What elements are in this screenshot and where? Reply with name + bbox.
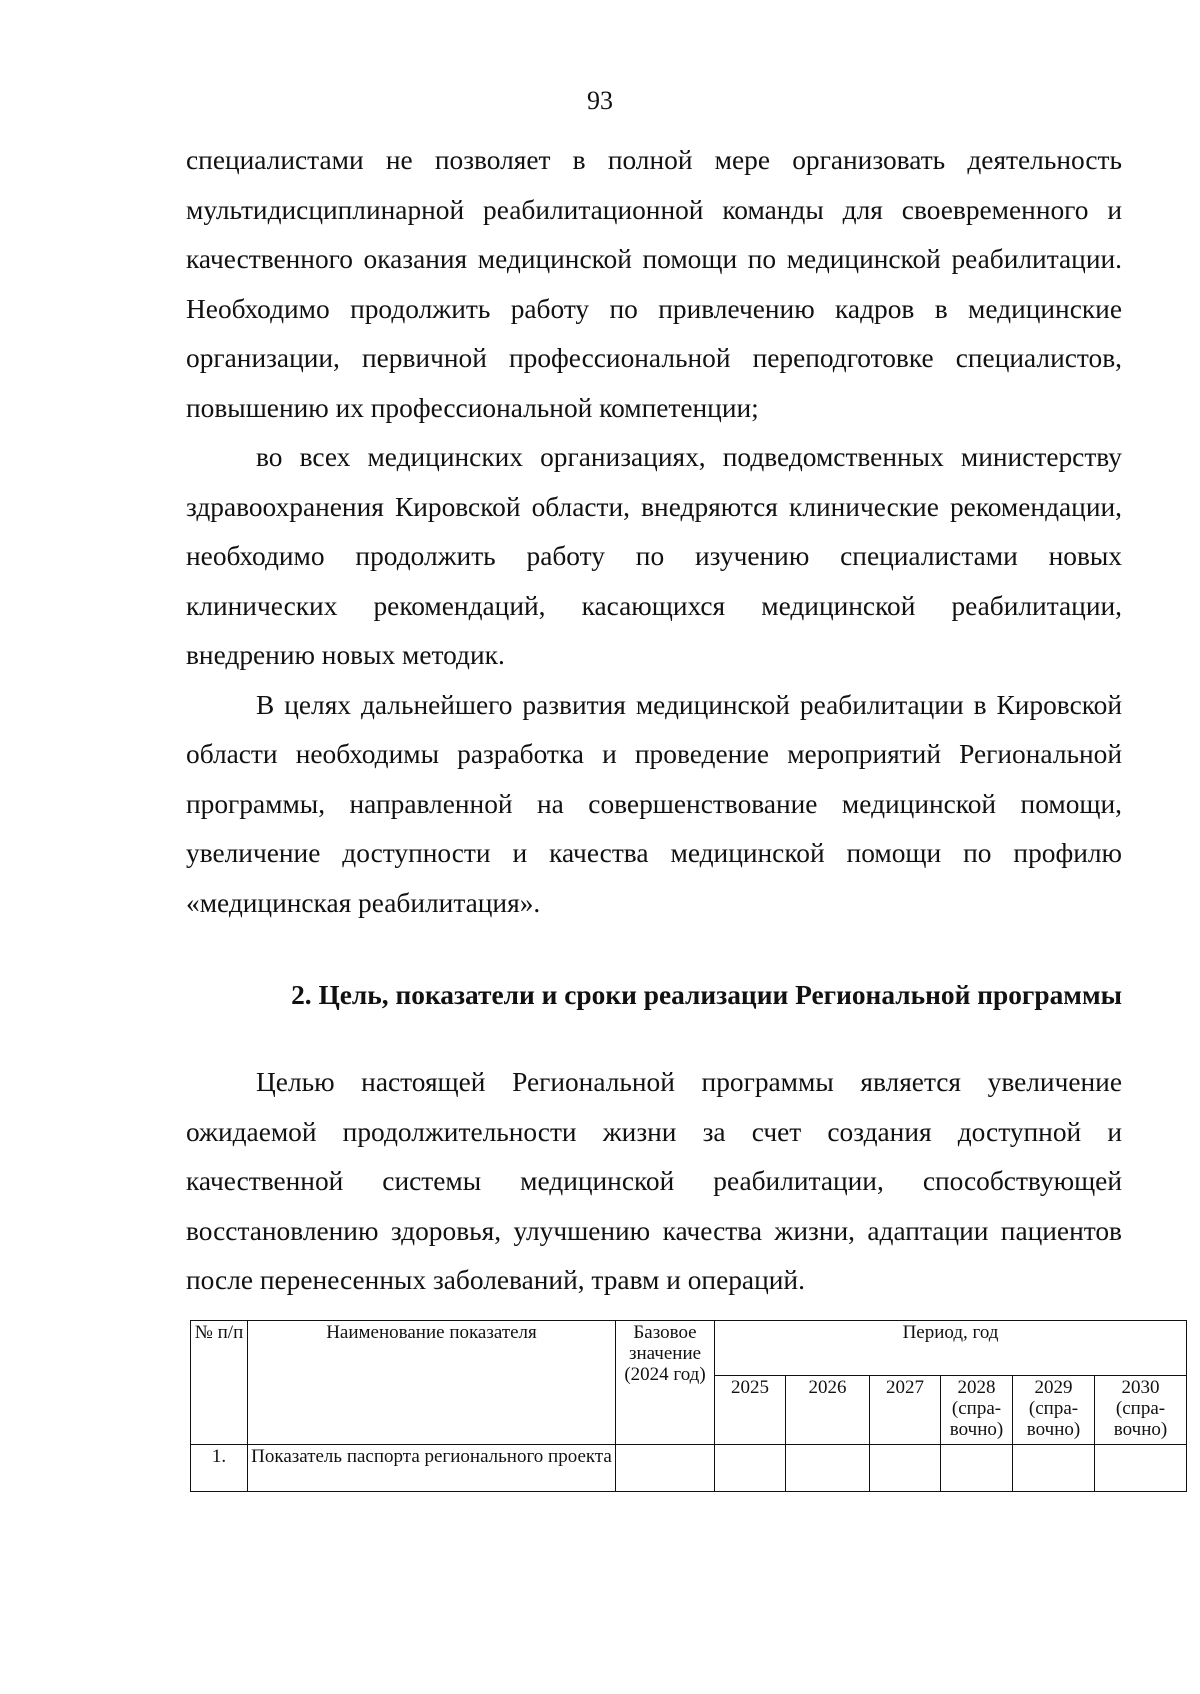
- cell-2029: [1013, 1445, 1095, 1492]
- section-heading: 2. Цель, показатели и сроки реализации Региональной программы: [291, 980, 1122, 1010]
- cell-2026: [786, 1445, 870, 1492]
- table-row: [191, 1445, 1187, 1492]
- cell-base: [616, 1445, 715, 1492]
- paragraph-2: во всех медицинских организациях, подведомственных министерству здравоохранения Кировской области, внедряются клинические рекомендации, необходимо продолжить работу по изучению специалистами новых клинических рекомендаций, касающихся медицинской реабилитации, внедрению новых методик.: [186, 442, 1122, 670]
- header-year-2030: 2030 (спра-вочно): [1095, 1376, 1187, 1445]
- goal-paragraph: Целью настоящей Региональной программы является увеличение ожидаемой продолжительности жизни за счет создания доступной и качественной системы медицинской реабилитации, способствующей восстановлению здоровья, улучшению качества жизни, адаптации пациентов после перенесенных заболеваний, травм и операций.: [186, 1067, 1122, 1295]
- goal-text: [186, 1058, 1122, 1306]
- page-number: 93: [587, 86, 613, 115]
- cell-2030: [1095, 1445, 1187, 1492]
- indicators-table: [190, 1320, 1187, 1492]
- header-base: Базовое значение (2024 год): [616, 1321, 715, 1445]
- paragraph-1: специалистами не позволяет в полной мере организовать деятельность мультидисциплинарной реабилитационной команды для своевременного и качественного оказания медицинской помощи по медицинской реабилитации. Необходимо продолжить работу по привлечению кадров в медицинские организации, первичной профессиональной переподготовке специалистов, повышению их профессиональной компетенции;: [186, 145, 1122, 423]
- cell-2027: [870, 1445, 941, 1492]
- header-year-2028: 2028 (спра-вочно): [941, 1376, 1013, 1445]
- header-year-2029: 2029 (спра-вочно): [1013, 1376, 1095, 1445]
- body-text: [186, 136, 1122, 928]
- cell-2028: [941, 1445, 1013, 1492]
- header-year-2027: 2027: [870, 1376, 941, 1445]
- header-number: № п/п: [191, 1321, 248, 1445]
- header-year-2026: 2026: [786, 1376, 870, 1445]
- header-name: Наименование показателя: [248, 1321, 616, 1445]
- cell-name: Показатель паспорта регионального проекта: [248, 1445, 616, 1492]
- cell-number: 1.: [191, 1445, 248, 1492]
- paragraph-3: В целях дальнейшего развития медицинской реабилитации в Кировской области необходимы разработка и проведение мероприятий Региональной программы, направленной на совершенствование медицинской помощи, увеличение доступности и качества медицинской помощи по профилю «медицинская реабилитация».: [186, 689, 1122, 918]
- header-period: Период, год: [715, 1321, 1187, 1376]
- header-year-2025: 2025: [715, 1376, 786, 1445]
- cell-2025: [715, 1445, 786, 1492]
